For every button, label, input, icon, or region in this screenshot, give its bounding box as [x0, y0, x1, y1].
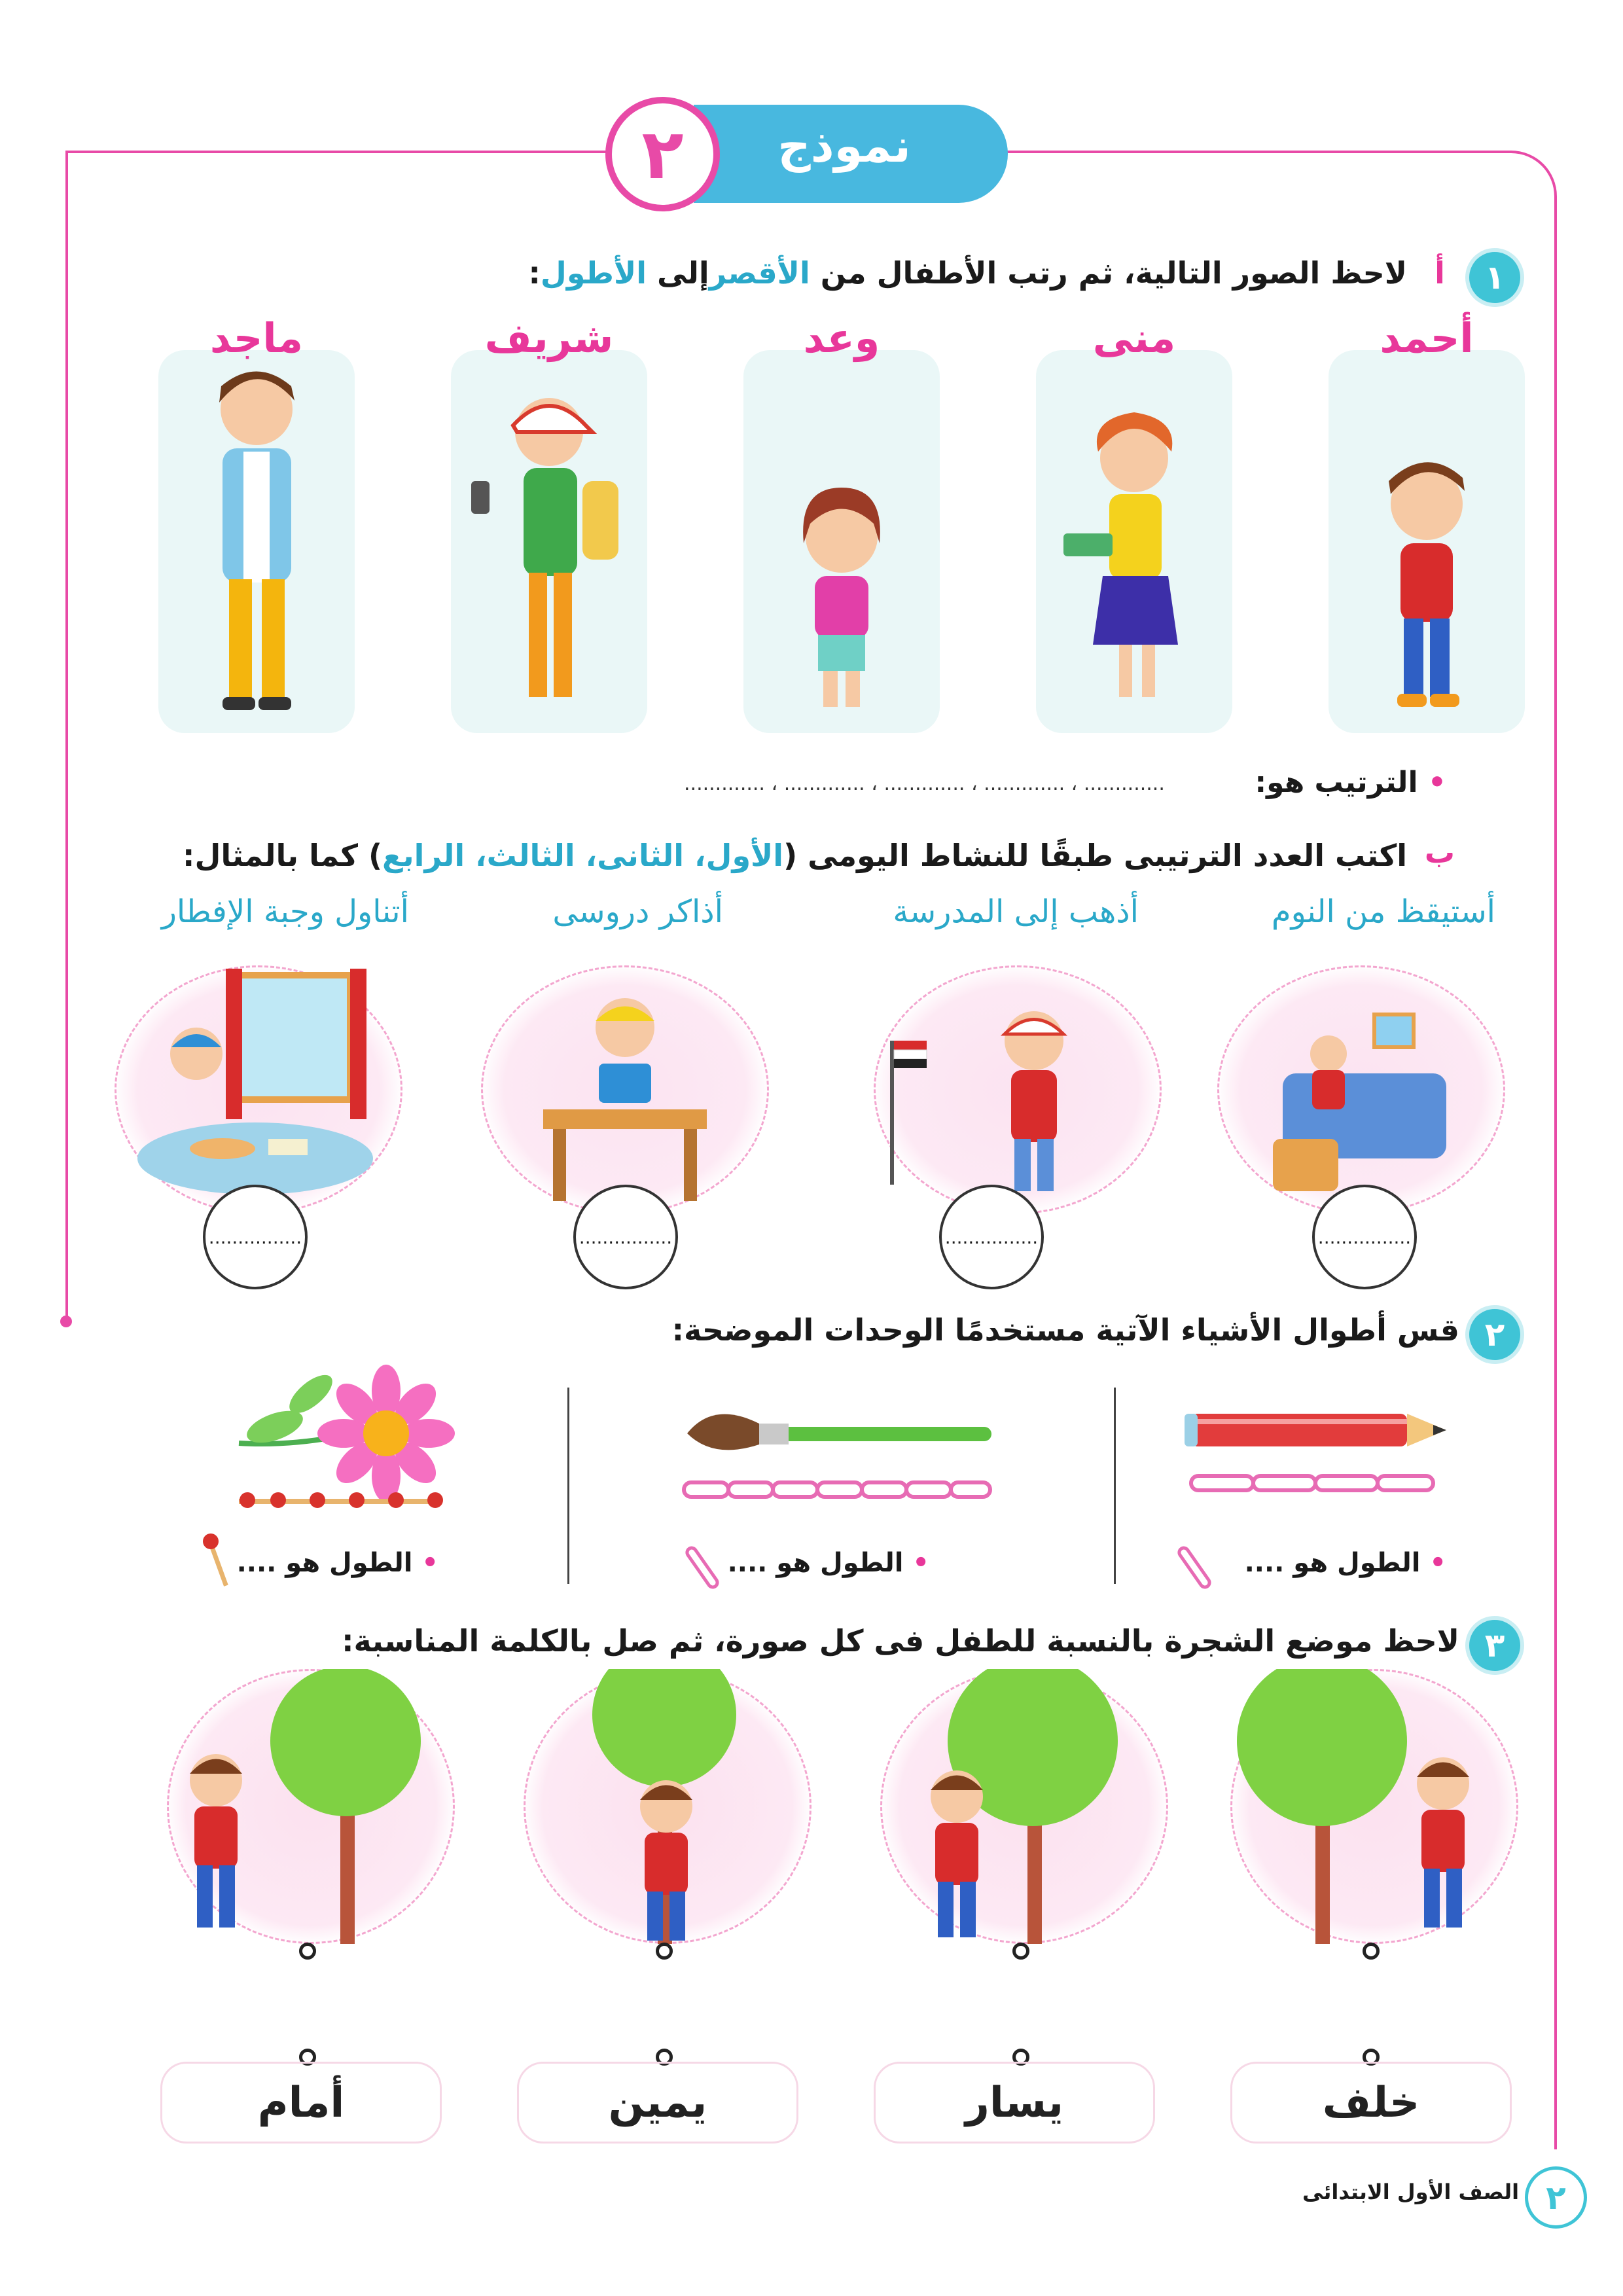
question-3-badge: ٣ — [1469, 1620, 1520, 1671]
child-figure-icon — [1063, 412, 1178, 697]
activity-label: أذاكر دروسى — [552, 893, 723, 930]
matchstick-icon — [203, 1534, 228, 1587]
boy-icon — [931, 1770, 983, 1937]
child-name: شريف — [484, 314, 614, 362]
child-name: ماجد — [209, 314, 304, 362]
bed-icon — [1273, 1014, 1446, 1191]
order-prompt: • الترتيب هو: — [1255, 766, 1446, 799]
answer-circle[interactable]: ................ — [1312, 1185, 1417, 1289]
child-figure-icon — [1389, 462, 1465, 707]
paperclip-icon — [685, 1546, 719, 1588]
part-b-letter: ب — [1424, 834, 1455, 870]
page-number-badge: ٢ — [1525, 2166, 1587, 2229]
activity-label: أستيقظ من النوم — [1271, 893, 1495, 930]
word-right[interactable]: يمين — [517, 2062, 798, 2144]
school-boy-icon — [890, 1011, 1063, 1191]
matchstick-icon — [239, 1492, 443, 1508]
connect-dot[interactable] — [299, 1943, 316, 1960]
paintbrush-icon — [687, 1414, 991, 1450]
question-1-badge: ١ — [1469, 252, 1520, 303]
breakfast-table-icon — [137, 969, 373, 1194]
q2-instruction: قس أطوال الأشياء الآتية مستخدمًا الوحدات الموضحة: — [671, 1312, 1459, 1348]
paperclip-icon — [684, 1482, 990, 1497]
model-number-circle: ٢ — [605, 97, 720, 211]
word-behind[interactable]: خلف — [1230, 2062, 1512, 2144]
length-label: • الطول هو .... — [727, 1548, 929, 1578]
order-blanks[interactable]: ............. ، ............. ، ............. ، ............. ، ............. — [684, 772, 1165, 795]
activity-label: أذهب إلى المدرسة — [893, 893, 1139, 930]
paperclip-icon — [1177, 1546, 1211, 1588]
flower-icon — [239, 1365, 455, 1502]
answer-circle[interactable]: ................ — [573, 1185, 678, 1289]
connect-dot[interactable] — [1363, 1943, 1380, 1960]
word-front[interactable]: أمام — [160, 2062, 442, 2144]
tree-scenes — [0, 1669, 1623, 1957]
pencil-icon — [1185, 1414, 1446, 1446]
length-label: • الطول هو .... — [1244, 1548, 1446, 1578]
length-label: • الطول هو .... — [236, 1548, 438, 1578]
boy-icon — [190, 1754, 242, 1928]
children-illustrations — [0, 0, 1623, 753]
question-2-badge: ٢ — [1469, 1309, 1520, 1360]
answer-circle[interactable]: ................ — [203, 1185, 308, 1289]
page-title: نموذج — [777, 119, 911, 173]
connect-dot[interactable] — [1012, 1943, 1029, 1960]
child-figure-icon — [471, 398, 618, 697]
frame-dot — [60, 1316, 72, 1327]
paperclip-icon — [1191, 1476, 1433, 1490]
answer-circle[interactable]: ................ — [939, 1185, 1044, 1289]
q3-instruction: لاحظ موضع الشجرة بالنسبة للطفل فى كل صورة، ثم صل بالكلمة المناسبة: — [342, 1623, 1459, 1659]
word-left[interactable]: يسار — [874, 2062, 1155, 2144]
child-figure-icon — [219, 372, 294, 711]
grade-label: الصف الأول الابتدائى — [1302, 2179, 1520, 2204]
q1a-instruction: لاحظ الصور التالية، ثم رتب الأطفال من الأقصرإلى الأطول: — [528, 255, 1407, 291]
tree-icon — [270, 1669, 421, 1944]
q1b-instruction: اكتب العدد الترتيبى طبقًا للنشاط اليومى (الأول، الثانى، الثالث، الرابع) كما بالمثال: — [183, 838, 1407, 873]
desk-study-icon — [543, 998, 707, 1201]
child-name: منى — [1092, 314, 1176, 362]
activity-label: أتناول وجبة الإفطار — [161, 893, 409, 930]
child-figure-icon — [803, 488, 880, 707]
child-name: وعد — [803, 314, 880, 362]
boy-icon — [1417, 1757, 1469, 1928]
child-name: أحمد — [1380, 314, 1474, 362]
part-a-letter: أ — [1435, 255, 1445, 291]
tree-icon — [1237, 1669, 1407, 1944]
connect-dot[interactable] — [656, 1943, 673, 1960]
